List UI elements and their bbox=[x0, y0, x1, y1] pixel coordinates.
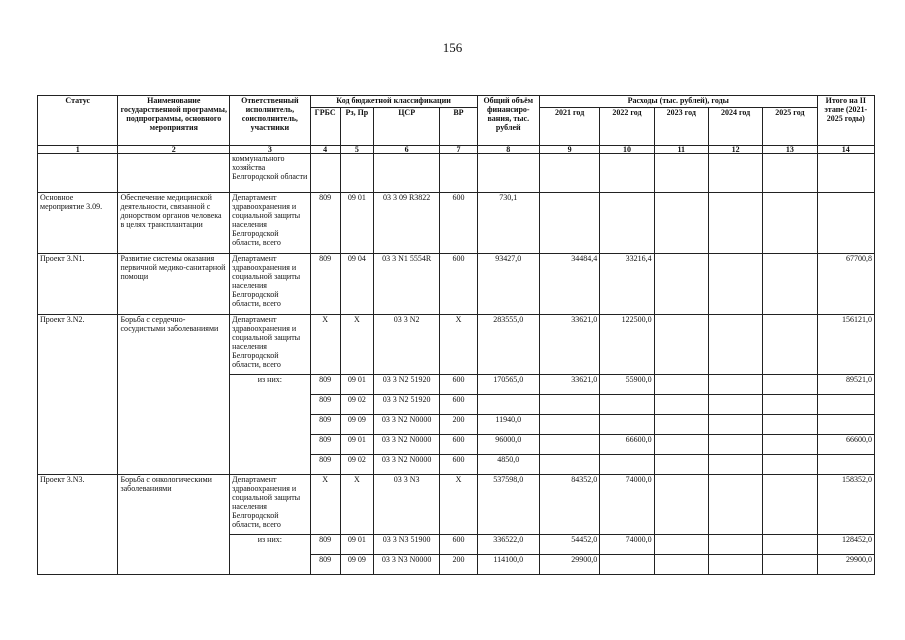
column-number: 3 bbox=[230, 146, 310, 154]
year-2021-cell bbox=[539, 455, 599, 475]
year-2025-cell bbox=[763, 375, 817, 395]
rzpr-cell: 09 01 bbox=[340, 435, 373, 455]
grbs-cell: 809 bbox=[310, 415, 340, 435]
column-number: 9 bbox=[539, 146, 599, 154]
year-2023-cell bbox=[654, 395, 708, 415]
year-2025-cell bbox=[763, 555, 817, 575]
rzpr-cell: X bbox=[340, 475, 373, 535]
column-number: 12 bbox=[708, 146, 762, 154]
vr-cell: X bbox=[440, 475, 477, 535]
stage-total-cell: 156121,0 bbox=[817, 315, 874, 375]
rzpr-cell: X bbox=[340, 315, 373, 375]
header-status: Статус bbox=[38, 96, 118, 146]
year-2023-cell bbox=[654, 435, 708, 455]
column-number: 11 bbox=[654, 146, 708, 154]
total-cell: 96000,0 bbox=[477, 435, 539, 455]
year-2023-cell bbox=[654, 375, 708, 395]
rzpr-cell: 09 09 bbox=[340, 415, 373, 435]
year-2021-cell: 84352,0 bbox=[539, 475, 599, 535]
csr-cell: 03 3 N2 51920 bbox=[373, 375, 439, 395]
vr-cell: 600 bbox=[440, 193, 477, 254]
csr-cell bbox=[373, 154, 439, 193]
csr-cell: 03 3 N2 bbox=[373, 315, 439, 375]
status-cell: Проект 3.N2. bbox=[38, 315, 118, 475]
table-row bbox=[38, 475, 875, 535]
rzpr-cell: 09 02 bbox=[340, 455, 373, 475]
executor-cell: из них: bbox=[230, 535, 310, 575]
stage-total-cell: 66600,0 bbox=[817, 435, 874, 455]
year-2021-cell bbox=[539, 154, 599, 193]
year-2024-cell bbox=[708, 455, 762, 475]
vr-cell bbox=[440, 154, 477, 193]
column-number-row bbox=[38, 146, 875, 154]
vr-cell: 600 bbox=[440, 395, 477, 415]
grbs-cell: 809 bbox=[310, 395, 340, 415]
year-2021-cell bbox=[539, 435, 599, 455]
year-2023-cell bbox=[654, 555, 708, 575]
csr-cell: 03 3 N1 5554R bbox=[373, 254, 439, 315]
year-2025-cell bbox=[763, 254, 817, 315]
year-2022-cell bbox=[600, 154, 654, 193]
csr-cell: 03 3 N2 N0000 bbox=[373, 435, 439, 455]
csr-cell: 03 3 N3 51900 bbox=[373, 535, 439, 555]
year-2022-cell: 122500,0 bbox=[600, 315, 654, 375]
csr-cell: 03 3 09 R3822 bbox=[373, 193, 439, 254]
grbs-cell: 809 bbox=[310, 535, 340, 555]
column-number: 4 bbox=[310, 146, 340, 154]
header-vr: ВР bbox=[440, 108, 477, 146]
vr-cell: X bbox=[440, 315, 477, 375]
name-cell: Обеспечение медицинской деятельности, связанной с донорством органов человека в целях трансплантации bbox=[118, 193, 230, 254]
column-number: 2 bbox=[118, 146, 230, 154]
executor-cell: из них: bbox=[230, 375, 310, 475]
stage-total-cell: 67700,8 bbox=[817, 254, 874, 315]
year-2024-cell bbox=[708, 254, 762, 315]
header-year-2024: 2024 год bbox=[708, 108, 762, 146]
header-executor: Ответственный исполнитель, соисполнитель, участники bbox=[230, 96, 310, 146]
year-2024-cell bbox=[708, 154, 762, 193]
total-cell: 730,1 bbox=[477, 193, 539, 254]
budget-table bbox=[37, 95, 875, 575]
grbs-cell: 809 bbox=[310, 555, 340, 575]
vr-cell: 600 bbox=[440, 435, 477, 455]
vr-cell: 600 bbox=[440, 455, 477, 475]
grbs-cell: 809 bbox=[310, 254, 340, 315]
executor-cell: Департамент здравоохранения и социальной защиты населения Белгородской области, всего bbox=[230, 475, 310, 535]
year-2022-cell bbox=[600, 395, 654, 415]
header-stage-total: Итого на II этапе (2021-2025 годы) bbox=[817, 96, 874, 146]
year-2025-cell bbox=[763, 415, 817, 435]
year-2025-cell bbox=[763, 435, 817, 455]
stage-total-cell bbox=[817, 395, 874, 415]
header-year-2023: 2023 год bbox=[654, 108, 708, 146]
header-total-volume: Общий объём финансиро-вания, тыс. рублей bbox=[477, 96, 539, 146]
status-cell: Проект 3.N3. bbox=[38, 475, 118, 575]
year-2024-cell bbox=[708, 475, 762, 535]
column-number: 8 bbox=[477, 146, 539, 154]
column-number: 10 bbox=[600, 146, 654, 154]
grbs-cell: 809 bbox=[310, 375, 340, 395]
rzpr-cell: 09 01 bbox=[340, 535, 373, 555]
column-number: 1 bbox=[38, 146, 118, 154]
stage-total-cell: 29900,0 bbox=[817, 555, 874, 575]
executor-cell: Департамент здравоохранения и социальной защиты населения Белгородской области, всего bbox=[230, 254, 310, 315]
grbs-cell: X bbox=[310, 315, 340, 375]
year-2023-cell bbox=[654, 455, 708, 475]
name-cell: Борьба с онкологическими заболеваниями bbox=[118, 475, 230, 575]
rzpr-cell: 09 01 bbox=[340, 193, 373, 254]
csr-cell: 03 3 N2 N0000 bbox=[373, 455, 439, 475]
stage-total-cell bbox=[817, 455, 874, 475]
rzpr-cell: 09 02 bbox=[340, 395, 373, 415]
column-number: 13 bbox=[763, 146, 817, 154]
header-csr: ЦСР bbox=[373, 108, 439, 146]
grbs-cell: 809 bbox=[310, 193, 340, 254]
total-cell: 11940,0 bbox=[477, 415, 539, 435]
vr-cell: 600 bbox=[440, 375, 477, 395]
year-2022-cell: 66600,0 bbox=[600, 435, 654, 455]
column-number: 7 bbox=[440, 146, 477, 154]
page-number: 156 bbox=[442, 40, 463, 55]
year-2021-cell bbox=[539, 395, 599, 415]
year-2021-cell: 33621,0 bbox=[539, 375, 599, 395]
year-2022-cell: 33216,4 bbox=[600, 254, 654, 315]
year-2024-cell bbox=[708, 555, 762, 575]
year-2024-cell bbox=[708, 375, 762, 395]
year-2024-cell bbox=[708, 315, 762, 375]
grbs-cell: 809 bbox=[310, 435, 340, 455]
total-cell bbox=[477, 154, 539, 193]
rzpr-cell: 09 04 bbox=[340, 254, 373, 315]
stage-total-cell: 158352,0 bbox=[817, 475, 874, 535]
stage-total-cell bbox=[817, 193, 874, 254]
header-year-2022: 2022 год bbox=[600, 108, 654, 146]
year-2023-cell bbox=[654, 415, 708, 435]
year-2024-cell bbox=[708, 395, 762, 415]
grbs-cell bbox=[310, 154, 340, 193]
year-2022-cell: 74000,0 bbox=[600, 535, 654, 555]
year-2022-cell bbox=[600, 415, 654, 435]
name-cell: Развитие системы оказания первичной медико-санитарной помощи bbox=[118, 254, 230, 315]
rzpr-cell: 09 09 bbox=[340, 555, 373, 575]
rzpr-cell bbox=[340, 154, 373, 193]
table-row bbox=[38, 193, 875, 254]
table-row bbox=[38, 254, 875, 315]
csr-cell: 03 3 N2 51920 bbox=[373, 395, 439, 415]
year-2022-cell: 55900,0 bbox=[600, 375, 654, 395]
total-cell: 4850,0 bbox=[477, 455, 539, 475]
year-2023-cell bbox=[654, 254, 708, 315]
executor-cell: коммунального хозяйства Белгородской области bbox=[230, 154, 310, 193]
total-cell bbox=[477, 395, 539, 415]
year-2022-cell bbox=[600, 555, 654, 575]
total-cell: 93427,0 bbox=[477, 254, 539, 315]
total-cell: 114100,0 bbox=[477, 555, 539, 575]
name-cell: Борьба с сердечно-сосудистыми заболеваниями bbox=[118, 315, 230, 475]
total-cell: 336522,0 bbox=[477, 535, 539, 555]
year-2025-cell bbox=[763, 535, 817, 555]
year-2022-cell: 74000,0 bbox=[600, 475, 654, 535]
column-number: 14 bbox=[817, 146, 874, 154]
year-2022-cell bbox=[600, 455, 654, 475]
total-cell: 170565,0 bbox=[477, 375, 539, 395]
header-year-2021: 2021 год bbox=[539, 108, 599, 146]
rzpr-cell: 09 01 bbox=[340, 375, 373, 395]
total-cell: 283555,0 bbox=[477, 315, 539, 375]
csr-cell: 03 3 N3 bbox=[373, 475, 439, 535]
stage-total-cell bbox=[817, 154, 874, 193]
vr-cell: 200 bbox=[440, 555, 477, 575]
status-cell: Проект 3.N1. bbox=[38, 254, 118, 315]
year-2021-cell bbox=[539, 193, 599, 254]
year-2021-cell: 29900,0 bbox=[539, 555, 599, 575]
stage-total-cell: 128452,0 bbox=[817, 535, 874, 555]
stage-total-cell: 89521,0 bbox=[817, 375, 874, 395]
year-2023-cell bbox=[654, 315, 708, 375]
year-2024-cell bbox=[708, 415, 762, 435]
executor-cell: Департамент здравоохранения и социальной защиты населения Белгородской области, всего bbox=[230, 193, 310, 254]
year-2021-cell bbox=[539, 415, 599, 435]
grbs-cell: 809 bbox=[310, 455, 340, 475]
name-cell bbox=[118, 154, 230, 193]
year-2024-cell bbox=[708, 193, 762, 254]
year-2023-cell bbox=[654, 193, 708, 254]
table-row bbox=[38, 315, 875, 375]
csr-cell: 03 3 N2 N0000 bbox=[373, 415, 439, 435]
status-cell: Основное мероприятие 3.09. bbox=[38, 193, 118, 254]
column-number: 6 bbox=[373, 146, 439, 154]
year-2025-cell bbox=[763, 154, 817, 193]
year-2025-cell bbox=[763, 455, 817, 475]
csr-cell: 03 3 N3 N0000 bbox=[373, 555, 439, 575]
vr-cell: 200 bbox=[440, 415, 477, 435]
year-2023-cell bbox=[654, 535, 708, 555]
year-2023-cell bbox=[654, 154, 708, 193]
year-2025-cell bbox=[763, 315, 817, 375]
year-2021-cell: 54452,0 bbox=[539, 535, 599, 555]
stage-total-cell bbox=[817, 415, 874, 435]
year-2025-cell bbox=[763, 193, 817, 254]
grbs-cell: X bbox=[310, 475, 340, 535]
year-2021-cell: 34484,4 bbox=[539, 254, 599, 315]
year-2025-cell bbox=[763, 395, 817, 415]
header-expenses: Расходы (тыс. рублей), годы bbox=[539, 96, 817, 108]
column-number: 5 bbox=[340, 146, 373, 154]
header-rzpr: Рз, Пр bbox=[340, 108, 373, 146]
vr-cell: 600 bbox=[440, 254, 477, 315]
header-grbs: ГРБС bbox=[310, 108, 340, 146]
header-budget-code: Код бюджетной классификации bbox=[310, 96, 477, 108]
year-2024-cell bbox=[708, 535, 762, 555]
total-cell: 537598,0 bbox=[477, 475, 539, 535]
year-2024-cell bbox=[708, 435, 762, 455]
header-year-2025: 2025 год bbox=[763, 108, 817, 146]
executor-cell: Департамент здравоохранения и социальной защиты населения Белгородской области, всего bbox=[230, 315, 310, 375]
status-cell bbox=[38, 154, 118, 193]
header-name: Наименование государственной программы, подпрограммы, основного мероприятия bbox=[118, 96, 230, 146]
year-2022-cell bbox=[600, 193, 654, 254]
year-2023-cell bbox=[654, 475, 708, 535]
table-row bbox=[38, 154, 875, 193]
year-2021-cell: 33621,0 bbox=[539, 315, 599, 375]
vr-cell: 600 bbox=[440, 535, 477, 555]
year-2025-cell bbox=[763, 475, 817, 535]
